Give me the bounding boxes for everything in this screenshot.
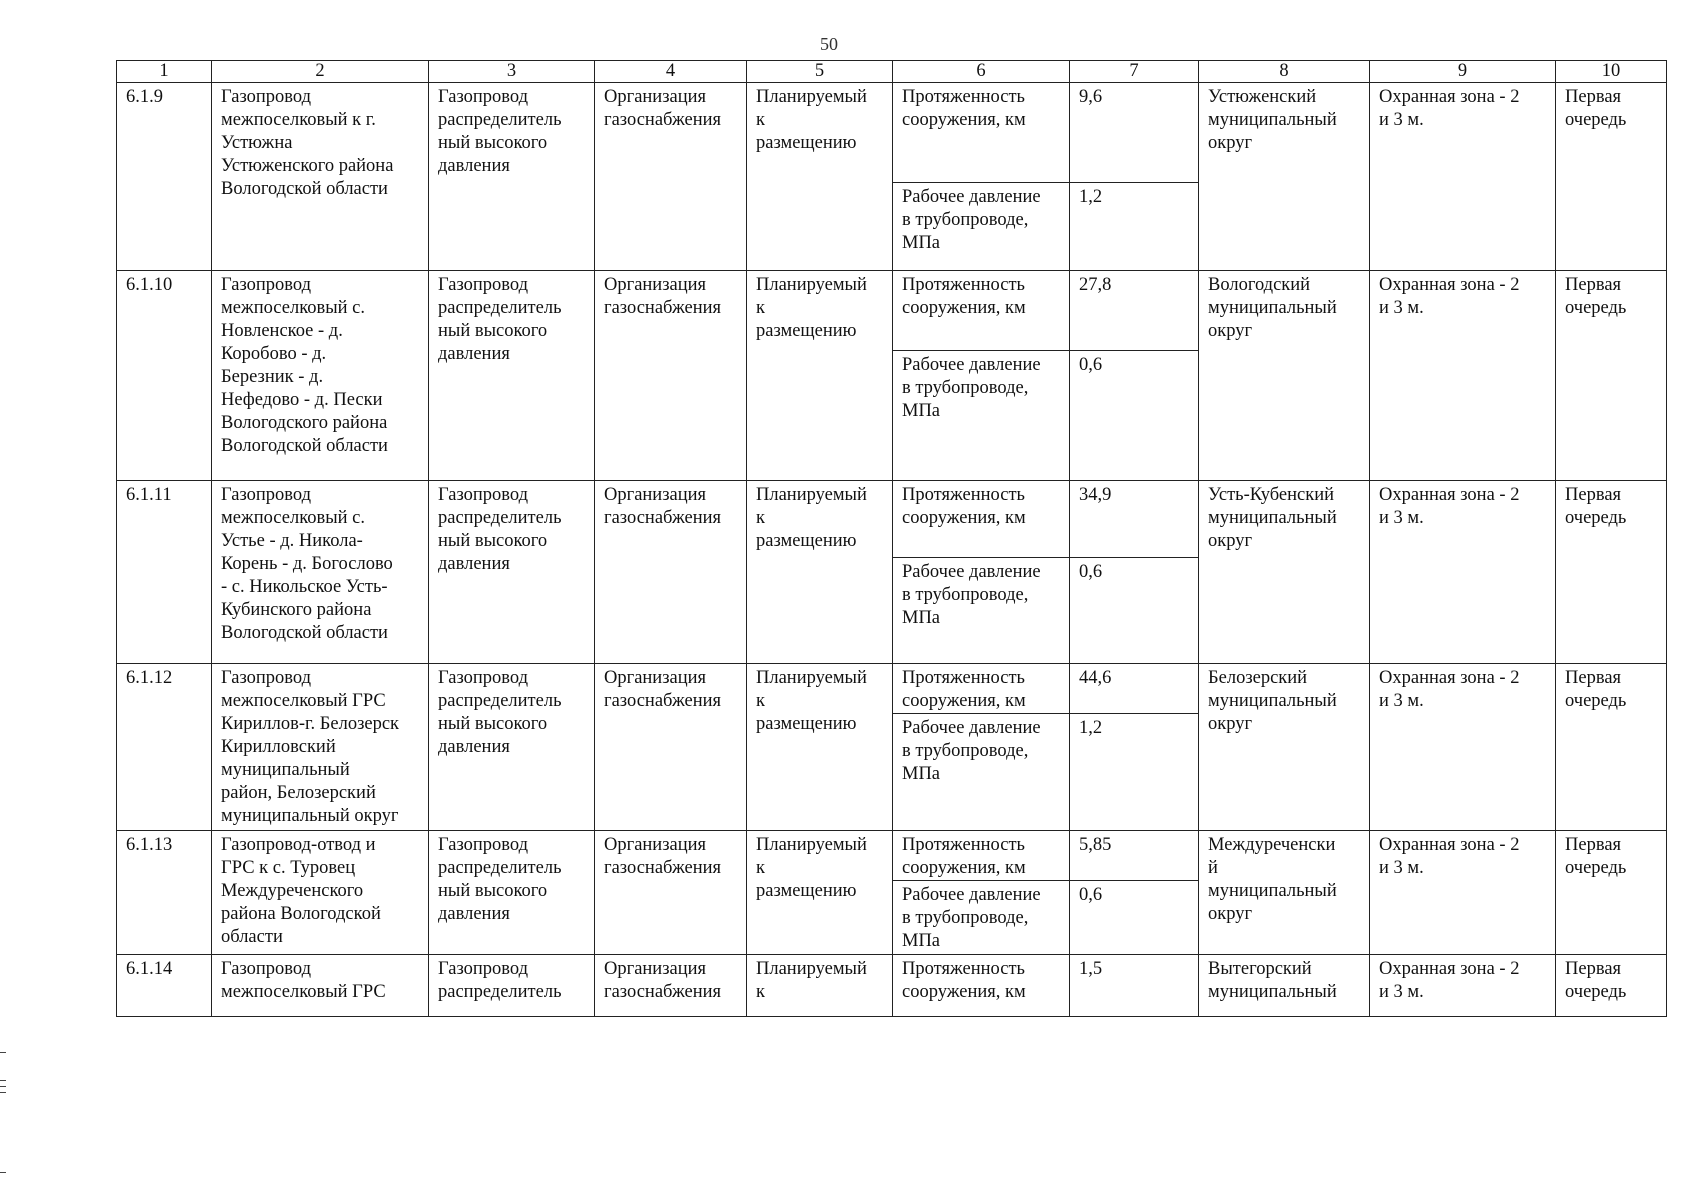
status: Планируемый к размещению [747, 664, 893, 831]
status: Планируемый к размещению [747, 83, 893, 271]
table-row [117, 271, 1667, 351]
length-label: Протяженность сооружения, км [893, 271, 1070, 351]
length-value: 9,6 [1070, 83, 1199, 183]
page-number: 50 [820, 34, 838, 54]
pressure-value: 0,6 [1070, 881, 1199, 955]
district: Вытегорский муниципальный [1199, 955, 1370, 1017]
length-value: 5,85 [1070, 831, 1199, 881]
margin-mark [0, 1052, 6, 1053]
status: Планируемый к [747, 955, 893, 1017]
object-purpose: Газопровод распределитель ный высокого давления [429, 83, 595, 271]
length-label: Протяженность сооружения, км [893, 664, 1070, 714]
pressure-label: Рабочее давление в трубопроводе, МПа [893, 558, 1070, 664]
organization: Организация газоснабжения [595, 83, 747, 271]
length-value: 44,6 [1070, 664, 1199, 714]
object-purpose: Газопровод распределитель ный высокого давления [429, 831, 595, 955]
object-name: Газопровод-отвод и ГРС к с. Туровец Междуреченского района Вологодской области [212, 831, 429, 955]
length-value: 27,8 [1070, 271, 1199, 351]
column-number: 5 [747, 61, 893, 83]
row-id: 6.1.12 [117, 664, 212, 831]
pressure-label: Рабочее давление в трубопроводе, МПа [893, 881, 1070, 955]
column-number: 6 [893, 61, 1070, 83]
stage: Первая очередь [1556, 831, 1667, 955]
row-id: 6.1.10 [117, 271, 212, 481]
table-row [117, 664, 1667, 714]
district: Усть-Кубенский муниципальный округ [1199, 481, 1370, 664]
stage: Первая очередь [1556, 83, 1667, 271]
margin-mark [0, 1086, 6, 1087]
stage: Первая очередь [1556, 271, 1667, 481]
stage: Первая очередь [1556, 481, 1667, 664]
pressure-label: Рабочее давление в трубопроводе, МПа [893, 351, 1070, 481]
status: Планируемый к размещению [747, 831, 893, 955]
length-label: Протяженность сооружения, км [893, 955, 1070, 1017]
column-number: 3 [429, 61, 595, 83]
row-id: 6.1.9 [117, 83, 212, 271]
column-number: 7 [1070, 61, 1199, 83]
length-label: Протяженность сооружения, км [893, 831, 1070, 881]
table-row [117, 955, 1667, 1017]
object-purpose: Газопровод распределитель ный высокого давления [429, 481, 595, 664]
protection-zone: Охранная зона - 2 и 3 м. [1370, 481, 1556, 664]
organization: Организация газоснабжения [595, 481, 747, 664]
table-row [117, 83, 1667, 183]
object-purpose: Газопровод распределитель [429, 955, 595, 1017]
district: Белозерский муниципальный округ [1199, 664, 1370, 831]
pressure-label: Рабочее давление в трубопроводе, МПа [893, 183, 1070, 271]
protection-zone: Охранная зона - 2 и 3 м. [1370, 955, 1556, 1017]
length-label: Протяженность сооружения, км [893, 481, 1070, 558]
margin-mark [0, 1172, 6, 1173]
object-name: Газопровод межпоселковый ГРС [212, 955, 429, 1017]
row-id: 6.1.11 [117, 481, 212, 664]
object-name: Газопровод межпоселковый с. Новленское - д. Коробово - д. Березник - д. Нефедово - д. Пески Вологодского района Вологодской области [212, 271, 429, 481]
pressure-value: 1,2 [1070, 183, 1199, 271]
status: Планируемый к размещению [747, 271, 893, 481]
pressure-value: 0,6 [1070, 351, 1199, 481]
object-purpose: Газопровод распределитель ный высокого давления [429, 271, 595, 481]
pressure-value: 1,2 [1070, 714, 1199, 831]
pressure-label: Рабочее давление в трубопроводе, МПа [893, 714, 1070, 831]
protection-zone: Охранная зона - 2 и 3 м. [1370, 83, 1556, 271]
length-value: 1,5 [1070, 955, 1199, 1017]
protection-zone: Охранная зона - 2 и 3 м. [1370, 271, 1556, 481]
organization: Организация газоснабжения [595, 664, 747, 831]
object-name: Газопровод межпоселковый к г. Устюжна Устюженского района Вологодской области [212, 83, 429, 271]
column-number: 8 [1199, 61, 1370, 83]
district: Междуреченски й муниципальный округ [1199, 831, 1370, 955]
pressure-value: 0,6 [1070, 558, 1199, 664]
column-number: 1 [117, 61, 212, 83]
protection-zone: Охранная зона - 2 и 3 м. [1370, 831, 1556, 955]
row-id: 6.1.13 [117, 831, 212, 955]
stage: Первая очередь [1556, 955, 1667, 1017]
column-number: 9 [1370, 61, 1556, 83]
protection-zone: Охранная зона - 2 и 3 м. [1370, 664, 1556, 831]
object-name: Газопровод межпоселковый с. Устье - д. Никола- Корень - д. Богослово - с. Никольское Усть- Кубинского района Вологодской области [212, 481, 429, 664]
length-value: 34,9 [1070, 481, 1199, 558]
organization: Организация газоснабжения [595, 955, 747, 1017]
organization: Организация газоснабжения [595, 831, 747, 955]
column-number: 10 [1556, 61, 1667, 83]
column-number: 2 [212, 61, 429, 83]
stage: Первая очередь [1556, 664, 1667, 831]
status: Планируемый к размещению [747, 481, 893, 664]
table-row [117, 481, 1667, 558]
length-label: Протяженность сооружения, км [893, 83, 1070, 183]
margin-mark [0, 1080, 6, 1081]
object-name: Газопровод межпоселковый ГРС Кириллов-г. Белозерск Кирилловский муниципальный район, Белозерский муниципальный округ [212, 664, 429, 831]
district: Устюженский муниципальный округ [1199, 83, 1370, 271]
row-id: 6.1.14 [117, 955, 212, 1017]
header-row [117, 61, 1667, 83]
gas-pipeline-table [116, 60, 1667, 1017]
district: Вологодский муниципальный округ [1199, 271, 1370, 481]
object-purpose: Газопровод распределитель ный высокого давления [429, 664, 595, 831]
organization: Организация газоснабжения [595, 271, 747, 481]
column-number: 4 [595, 61, 747, 83]
table-row [117, 831, 1667, 881]
margin-mark [0, 1092, 6, 1093]
